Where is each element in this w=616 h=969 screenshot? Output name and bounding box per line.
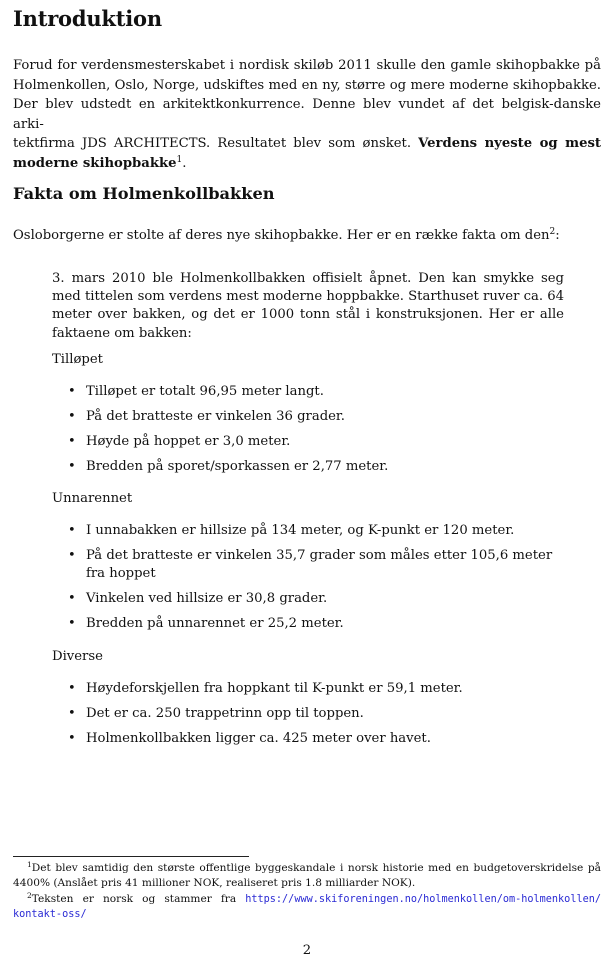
subsection-title-tillopet: Tilløpet [52, 352, 103, 367]
footnote-1 [13, 861, 601, 892]
list-tillopet [52, 383, 564, 483]
list-item: • Vinkelen ved hillsize er 30,8 grader. [52, 590, 564, 608]
list-unnarennet [52, 522, 564, 640]
footnote-mark-1: 1 [27, 860, 32, 869]
lead-paragraph [13, 226, 601, 245]
footnote-1-text: Det blev samtidig den største offentlige byggeskandale i norsk historie med en budgetoverskridelse på 4400% (Anslået pris 41 millioner NOK, realiseret pris 1.8 milliarder NOK). [13, 862, 601, 890]
page-number: 2 [302, 943, 312, 958]
section-heading-fakta: Fakta om Holmenkollbakken [13, 184, 275, 203]
list-item: • Bredden på sporet/sporkassen er 2,77 meter. [52, 458, 564, 476]
list-item: • På det bratteste er vinkelen 36 grader. [52, 408, 564, 426]
footnote-divider [13, 856, 249, 857]
list-diverse [52, 680, 564, 755]
list-item: • Holmenkollbakken ligger ca. 425 meter over havet. [52, 730, 564, 748]
footnote-ref-2[interactable]: 2 [549, 227, 556, 237]
section-heading-introduktion: Introduktion [13, 6, 162, 31]
lead-colon: : [555, 228, 560, 243]
footnote-2-link[interactable]: https:/​/​www.skiforeningen.no/​holmenkollen/​om-holmenkollen/​kontakt-oss/​ [13, 894, 601, 921]
list-item: • På det bratteste er vinkelen 35,7 grader som måles etter 105,6 meter fra hoppet [52, 547, 564, 584]
subsection-title-unnarennet: Unnarennet [52, 491, 133, 506]
intro-text-second: tektfirma JDS ARCHITECTS. Resultatet blev som ønsket. [13, 136, 412, 152]
footnote-2 [13, 892, 601, 923]
list-item: • Høyde på hoppet er 3,0 meter. [52, 433, 564, 451]
intro-period: . [182, 155, 187, 171]
lead-text: Osloborgerne er stolte af deres nye skihopbakke. Her er en række fakta om den [13, 228, 550, 243]
footnote-mark-2: 2 [27, 891, 32, 900]
quote-block [52, 270, 564, 746]
document-page [13, 0, 601, 969]
list-item: • I unnabakken er hillsize på 134 meter, og K-punkt er 120 meter. [52, 522, 564, 540]
intro-text-main: Forud for verdensmesterskabet i nordisk skiløb 2011 skulle den gamle skihopbakke på Holmenkollen, Oslo, Norge, udskiftes med en ny, større og mere moderne skihopbakke. Der blev udstedt en arkitektkonkurrence. Denne blev vundet af det belgisk-danske arki- [13, 58, 601, 132]
footnote-ref-1[interactable]: 1 [176, 154, 183, 165]
intro-bold-phrase: Verdens nyeste og mest moderne skihopbakke [13, 136, 601, 171]
subsection-title-diverse: Diverse [52, 649, 103, 664]
list-item: • Høydeforskjellen fra hoppkant til K-punkt er 59,1 meter. [52, 680, 564, 698]
list-item: • Tilløpet er totalt 96,95 meter langt. [52, 383, 564, 401]
list-item: • Bredden på unnarennet er 25,2 meter. [52, 615, 564, 633]
quote-intro-text: 3. mars 2010 ble Holmenkollbakken offisielt åpnet. Den kan smykke seg med tittelen som verdens mest moderne hoppbakke. Starthuset ruver ca. 64 meter over bakken, og det er 1000 tonn stål i konstruksjonen. Her er alle faktaene om bakken: [52, 271, 564, 341]
footnote-2-text: Teksten er norsk og stammer fra [31, 893, 246, 905]
intro-paragraph [13, 56, 601, 174]
list-item: • Det er ca. 250 trappetrinn opp til toppen. [52, 705, 564, 723]
